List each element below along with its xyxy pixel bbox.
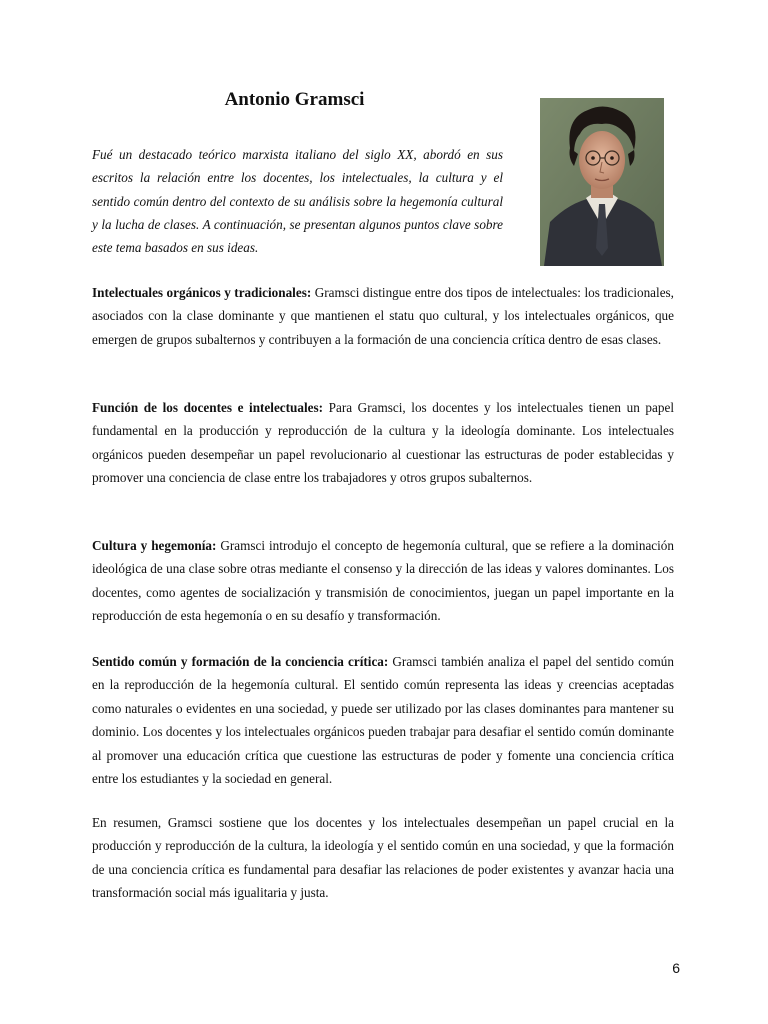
section-body: Para Gramsci, los docentes y los intelectuales tienen un papel fundamental en la producción y reproducción de la cultura y la ideología dominante. Los intelectuales orgánicos pueden desempeñar un papel revolucionario al cuestionar las estructuras de poder establecidas y promover una conciencia de clase entre los trabajadores y otros grupos subalternos. bbox=[92, 400, 674, 486]
section-body: Gramsci introdujo el concepto de hegemonía cultural, que se refiere a la dominación ideológica de una clase sobre otras mediante el consenso y la dirección de las ideas y valores dominantes. Los docentes, como agentes de socialización y transmisión de conocimientos, juegan un papel importante en la reproducción de esta hegemonía o en su desafío y transformación. bbox=[92, 538, 674, 624]
section-heading: Intelectuales orgánicos y tradicionales: bbox=[92, 285, 312, 300]
section-funcion-docentes bbox=[92, 396, 674, 490]
section-intelectuales-organicos bbox=[92, 281, 674, 351]
section-heading: Sentido común y formación de la conciencia crítica: bbox=[92, 654, 389, 669]
section-cultura-hegemonia bbox=[92, 534, 674, 628]
portrait-photo bbox=[540, 98, 664, 266]
section-body: Gramsci también analiza el papel del sentido común en la reproducción de la hegemonía cultural. El sentido común representa las ideas y creencias aceptadas como naturales o evidentes en una sociedad, y puede ser utilizado por las clases dominantes para mantener su dominio. Los docentes y los intelectuales orgánicos pueden trabajar para desafiar el sentido común dominante al promover una educación crítica que cuestione las estructuras de poder y fomente una conciencia crítica entre los estudiantes y la sociedad en general. bbox=[92, 654, 674, 787]
page-title: Antonio Gramsci bbox=[224, 89, 365, 110]
section-sentido-comun bbox=[92, 650, 674, 790]
section-body: Gramsci distingue entre dos tipos de intelectuales: los tradicionales, asociados con la clase dominante y que mantienen el statu quo cultural, y los intelectuales orgánicos, que emergen de grupos subalternos y contribuyen a la formación de una conciencia crítica dentro de esas clases. bbox=[92, 285, 674, 347]
summary-paragraph: En resumen, Gramsci sostiene que los docentes y los intelectuales desempeñan un papel crucial en la producción y reproducción de la cultura, la ideología y el sentido común en una sociedad, y que la formación de una conciencia crítica es fundamental para desafiar las relaciones de poder existentes y avanzar hacia una transformación social más igualitaria y justa. bbox=[92, 815, 674, 901]
section-heading: Función de los docentes e intelectuales: bbox=[92, 400, 324, 415]
section-heading: Cultura y hegemonía: bbox=[92, 538, 217, 553]
portrait-photo-icon bbox=[540, 98, 664, 266]
page-number: 6 bbox=[672, 960, 680, 976]
intro-paragraph: Fué un destacado teórico marxista italiano del siglo XX, abordó en sus escritos la relación entre los docentes, los intelectuales, la cultura y el sentido común dentro del contexto de su análisis sobre la hegemonía cultural y la lucha de clases. A continuación, se presentan algunos puntos clave sobre este tema basados en sus ideas. bbox=[92, 147, 503, 256]
